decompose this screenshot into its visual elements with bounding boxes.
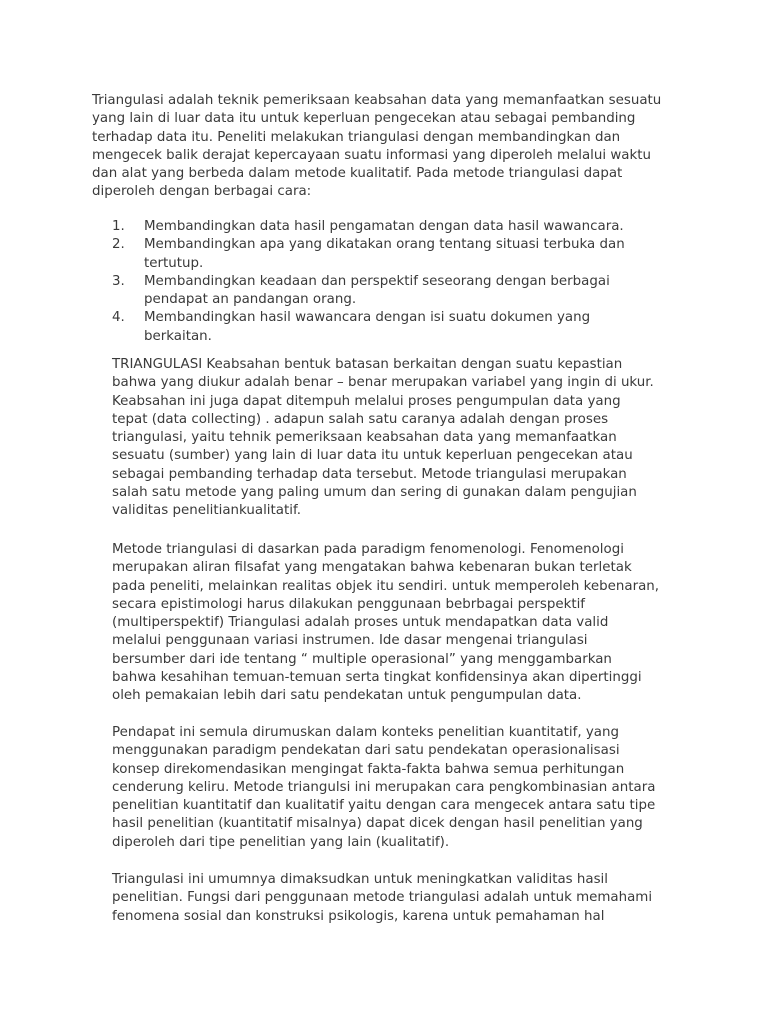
- intro-paragraph: [92, 92, 694, 202]
- text-line: secara epistimologi harus dilakukan penggunaan bebrbagai perspektif: [112, 596, 586, 612]
- text-line: Membandingkan data hasil pengamatan dengan data hasil wawancara.: [144, 219, 624, 234]
- text-line: cenderung keliru. Metode triangulsi ini merupakan cara pengkombinasian antara: [112, 779, 656, 795]
- text-line: hasil penelitian (kuantitatif misalnya) dapat dicek dengan hasil penelitian yang: [112, 816, 643, 832]
- text-line: pendapat an pandangan orang.: [144, 292, 357, 308]
- text-line: bahwa yang diukur adalah benar – benar merupakan variabel yang ingin di ukur.: [112, 375, 654, 391]
- text-line: Metode triangulasi di dasarkan pada paradigm fenomenologi. Fenomenologi: [112, 542, 624, 557]
- text-line: tepat (data collecting) . adapun salah satu caranya adalah dengan proses: [112, 411, 609, 427]
- text-line: diperoleh dari tipe penelitian yang lain (kualitatif).: [112, 834, 450, 850]
- body-paragraph: [112, 724, 682, 852]
- list-number: 4.: [112, 310, 125, 326]
- text-line: mengecek balik derajat kepercayaan suatu informasi yang diperoleh melalui waktu: [92, 147, 651, 163]
- text-line: Keabsahan ini juga dapat ditempuh melalui proses pengumpulan data yang: [112, 393, 621, 409]
- text-line: tertutup.: [144, 255, 204, 271]
- text-line: penelitian. Fungsi dari penggunaan metode triangulasi adalah untuk memahami: [112, 890, 653, 906]
- text-line: fenomena sosial dan konstruksi psikologis, karena untuk pemahaman hal: [112, 908, 605, 924]
- text-line: salah satu metode yang paling umum dan sering di gunakan dalam pengujian: [112, 485, 637, 501]
- text-line: diperoleh dengan berbagai cara:: [92, 184, 312, 200]
- text-line: Pendapat ini semula dirumuskan dalam konteks penelitian kuantitatif, yang: [112, 725, 619, 740]
- list-item: [112, 309, 652, 346]
- text-line: sesuatu (sumber) yang lain di luar data itu untuk keperluan pengecekan atau: [112, 448, 633, 464]
- list-number: 1.: [112, 219, 125, 234]
- numbered-list: [112, 218, 652, 346]
- text-line: bersumber dari ide tentang “ multiple operasional” yang menggambarkan: [112, 651, 612, 667]
- text-line: yang lain di luar data itu untuk keperluan pengecekan atau sebagai pembanding: [92, 111, 636, 127]
- text-line: Membandingkan hasil wawancara dengan isi suatu dokumen yang: [144, 310, 591, 326]
- list-item: [112, 218, 652, 236]
- text-line: dan alat yang berbeda dalam metode kualitatif. Pada metode triangulasi dapat: [92, 166, 623, 182]
- text-line: triangulasi, yaitu tehnik pemeriksaan keabsahan data yang memanfaatkan: [112, 430, 617, 446]
- text-line: (multiperspektif) Triangulasi adalah proses untuk mendapatkan data valid: [112, 615, 609, 631]
- text-line: bahwa kesahihan temuan-temuan serta tingkat konfidensinya akan dipertinggi: [112, 670, 642, 686]
- list-item: [112, 236, 652, 273]
- text-line: Triangulasi ini umumnya dimaksudkan untuk meningkatkan validitas hasil: [112, 872, 609, 887]
- text-line: menggunakan paradigm pendekatan dari satu pendekatan operasionalisasi: [112, 743, 620, 759]
- body-paragraph: [112, 871, 682, 926]
- text-line: oleh pemakaian lebih dari satu pendekatan untuk pengumpulan data.: [112, 688, 582, 704]
- list-number: 2.: [112, 237, 125, 253]
- body-paragraph: [112, 541, 682, 706]
- text-line: penelitian kuantitatif dan kualitatif yaitu dengan cara mengecek antara satu tipe: [112, 798, 656, 814]
- list-item: [112, 273, 652, 310]
- text-line: Triangulasi adalah teknik pemeriksaan keabsahan data yang memanfaatkan sesuatu: [92, 93, 662, 108]
- text-line: sebagai pembanding terhadap data tersebut. Metode triangulasi merupakan: [112, 466, 627, 482]
- text-line: validitas penelitiankualitatif.: [112, 503, 301, 519]
- text-line: berkaitan.: [144, 328, 212, 344]
- text-line: pada peneliti, melainkan realitas objek itu sendiri. untuk memperoleh kebenaran,: [112, 578, 660, 594]
- body-paragraph: [112, 356, 682, 521]
- text-line: TRIANGULASI Keabsahan bentuk batasan berkaitan dengan suatu kepastian: [112, 357, 623, 372]
- text-line: terhadap data itu. Peneliti melakukan triangulasi dengan membandingkan dan: [92, 129, 621, 145]
- text-line: merupakan aliran filsafat yang mengatakan bahwa kebenaran bukan terletak: [112, 560, 632, 576]
- text-line: Membandingkan keadaan dan perspektif seseorang dengan berbagai: [144, 273, 610, 289]
- text-line: melalui penggunaan variasi instrumen. Ide dasar mengenai triangulasi: [112, 633, 588, 649]
- text-line: konsep direkomendasikan mengingat fakta-fakta bahwa semua perhitungan: [112, 761, 625, 777]
- list-number: 3.: [112, 273, 125, 289]
- text-line: Membandingkan apa yang dikatakan orang tentang situasi terbuka dan: [144, 237, 625, 253]
